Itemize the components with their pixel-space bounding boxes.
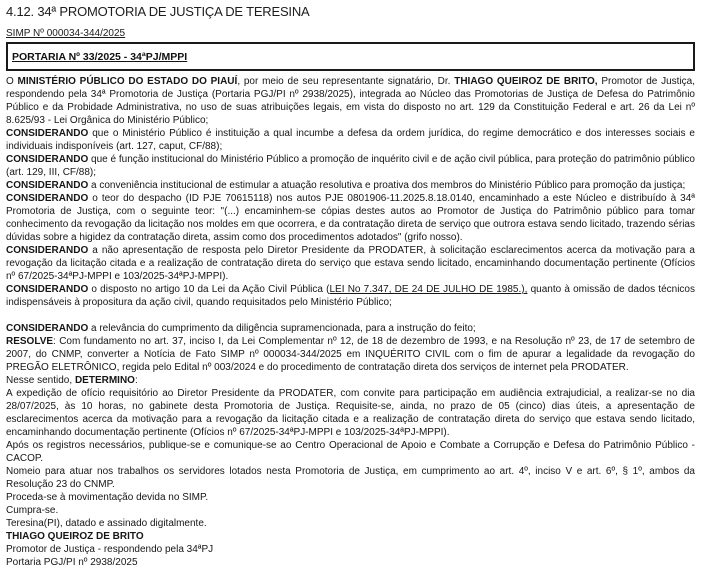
text-run: Teresina(PI), datado e assinado digitalmente. [6, 518, 207, 529]
signature-role [6, 543, 695, 556]
paragraph [6, 439, 695, 465]
section-heading: 4.12. 34ª PROMOTORIA DE JUSTIÇA DE TERESINA [6, 4, 310, 19]
text-run: CONSIDERANDO [6, 193, 89, 204]
paragraph [6, 374, 695, 387]
paragraph [6, 179, 695, 192]
text-run: CONSIDERANDO [6, 154, 89, 165]
text-run: Nesse sentido, [6, 375, 75, 386]
paragraph [6, 491, 695, 504]
text-run: o disposto no artigo 10 da Lei da Ação Civil Pública ( [88, 284, 330, 295]
text-run: A expedição de ofício requisitório ao Diretor Presidente da PRODATER, com convite para participação em audiência extrajudicial, a realizar-se no dia 28/07/2025, às 10 horas, no gabinete desta Promotoria de Justiça. Requisite-se, ainda, no prazo de 05 (cinco) dias úteis, a apresentação de esclarecimentos acerca da motivação para a revogação da licitação citada e a realização de contratação direta do serviço que estava sendo licitado, encaminhando documentação pertinente (Ofícios nº 67/2025-34ªPJ-MPPI e 103/2025-34ªPJ-MPPI). [6, 388, 695, 438]
text-run: : [134, 375, 138, 386]
text-run: Promotor de Justiça - respondendo pela 34ªPJ [6, 544, 214, 555]
text-run: a relevância do cumprimento da diligência supramencionada, para a instrução do feito; [88, 323, 476, 334]
portaria-title: PORTARIA Nº 33/2025 - 34ªPJ/MPPI [12, 51, 188, 63]
text-run: THIAGO QUEIROZ DE BRITO [6, 531, 144, 542]
text-run: que o Ministério Público é instituição a qual incumbe a defesa da ordem jurídica, do regime democrático e dos interesses sociais e individuais indisponíveis (art. 127, caput, CF/88); [6, 128, 695, 152]
text-run: CONSIDERANDO [6, 128, 89, 139]
text-run: CONSIDERANDO [6, 245, 89, 256]
text-run: CONSIDERANDO [6, 323, 89, 334]
text-run: CONSIDERANDO [6, 180, 89, 191]
text-run: Nomeio para atuar nos trabalhos os servidores lotados nesta Promotoria de Justiça, em cumprimento ao art. 4º, inciso V e art. 6º, § 1º, ambos da Resolução 23 do CNMP. [6, 466, 695, 490]
text-run: O [6, 76, 18, 87]
text-run: que é função institucional do Ministério Público a promoção de inquérito civil e de ação civil pública, para proteção do patrimônio público (art. 129, III, CF/88); [6, 154, 695, 178]
text-run: , por meio de seu representante signatário, Dr. [237, 76, 455, 87]
text-run: CONSIDERANDO [6, 284, 89, 295]
text-run: THIAGO QUEIROZ DE BRITO, [454, 76, 598, 87]
text-run: Promotor de Justiça, respondendo pela 34ª Promotoria de Justiça (Portaria PGJ/PI nº 2938/2025), integrada ao Núcleo das Promotorias de Justiça de Defesa do Patrimônio Público e da Probidade Administrativa, no uso de suas atribuições legais, em vista do disposto no art. 129 da Constituição Federal e art. 26 da Lei nº 8.625/93 - Lei Orgânica do Ministério Público; [6, 76, 696, 126]
text-run: quanto à omissão de dados técnicos indispensáveis à propositura da ação civil, quando requisitados pelo Ministério Público; [6, 284, 695, 308]
portaria-title-box [6, 42, 695, 71]
text-run: Proceda-se à movimentação devida no SIMP. [6, 492, 209, 503]
paragraph [6, 465, 695, 491]
paragraph [6, 322, 695, 335]
text-run: o teor do despacho (ID PJE 70615118) nos autos PJE 0801906-11.2025.8.18.0140, encaminhado a este Núcleo e distribuído à 34ª Promotoria de Justiça, com o seguinte teor: "(...) encaminhem-se cópias destes autos ao Promotor de Justiça do Patrimônio público para tomar conhecimento da revogação da licitação nos moldes em que ocorrera, e da contratação direta de serviço que outrora estava sendo licitado, trazendo sérias dúvidas sobre a higidez da contratação direta, assim como dos procedimentos adotados" (grifo nosso). [6, 193, 695, 243]
paragraph [6, 335, 695, 374]
law-link[interactable]: LEI No 7.347, DE 24 DE JULHO DE 1985.), [329, 284, 528, 295]
paragraph [6, 283, 695, 309]
text-run: a conveniência institucional de estimular a atuação resolutiva e proativa dos membros do Ministério Público para promoção da justiça; [88, 180, 686, 191]
text-run: DETERMINO [74, 375, 135, 386]
paragraph [6, 127, 695, 153]
paragraph [6, 75, 695, 127]
paragraph [6, 387, 695, 439]
closing-location [6, 517, 695, 530]
text-run: RESOLVE [6, 336, 54, 347]
document-body [6, 75, 695, 569]
paragraph [6, 504, 695, 517]
paragraph [6, 244, 695, 283]
text-run: MINISTÉRIO PÚBLICO DO ESTADO DO PIAUÍ [17, 76, 238, 87]
text-run: Portaria PGJ/PI nº 2938/2025 [6, 557, 138, 568]
simp-number: SIMP Nº 000034-344/2025 [6, 28, 126, 39]
paragraph [6, 192, 695, 244]
text-run: Após os registros necessários, publique-se e comunique-se ao Centro Operacional de Apoio e Combate a Corrupção e Defesa do Patrimônio Público - CACOP. [6, 440, 695, 464]
paragraph [6, 153, 695, 179]
text-run: Cumpra-se. [6, 505, 59, 516]
text-run: : Com fundamento no art. 37, inciso I, da Lei Complementar nº 12, de 18 de dezembro de 1993, e na Resolução nº 23, de 17 de setembro de 2007, do CNMP, converter a Notícia de Fato SIMP nº 000034-344/2025 em INQUÉRITO CIVIL com o fim de apurar a legalidade da revogação do PREGÃO ELETRÔNICO, regida pelo Edital nº 003/2024 e do procedimento de contratação direta dos serviços de internet pela PRODATER. [6, 336, 695, 373]
signature-name [6, 530, 695, 543]
text-run: a não apresentação de resposta pelo Diretor Presidente da PRODATER, à solicitação esclarecimentos acerca da motivação para a revogação da licitação citada e a realização de contratação direta do serviço que estava sendo licitado, encaminhando documentação pertinente (Ofícios nº 67/2025-34ªPJ-MPPI e 103/2025-34ªPJ-MPPI). [6, 245, 695, 282]
signature-portaria [6, 556, 695, 569]
